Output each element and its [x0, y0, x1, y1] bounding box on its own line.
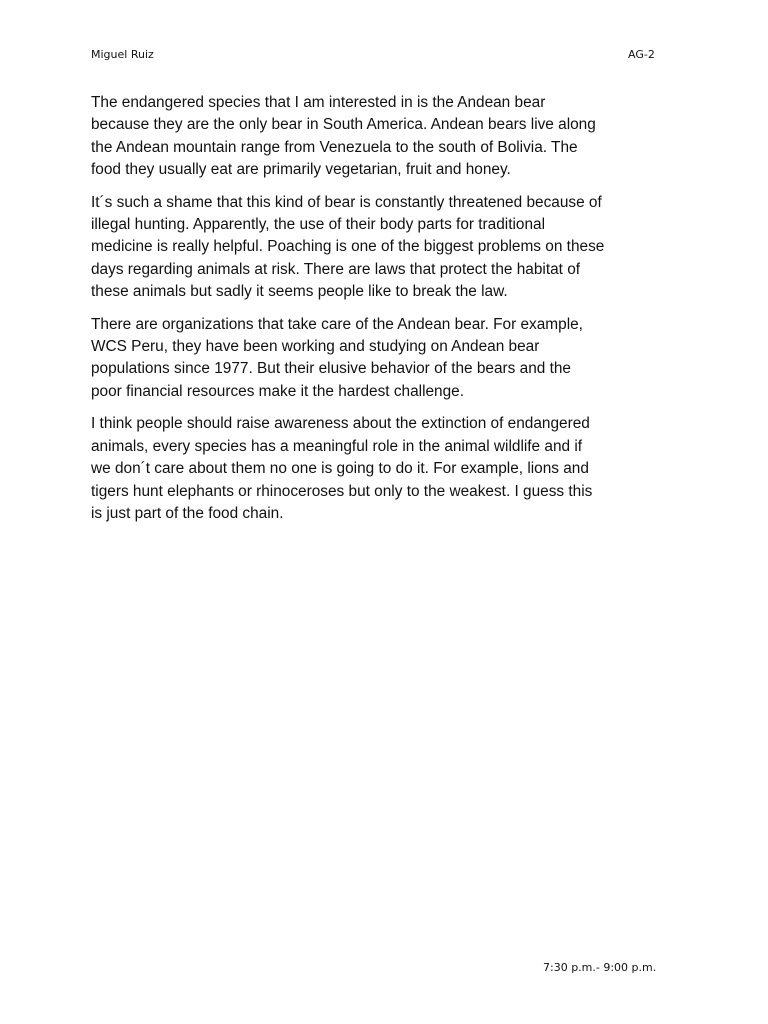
time-range: 7:30 p.m.- 9:00 p.m.	[543, 961, 657, 974]
text-line: days regarding animals at risk. There are laws that protect the habitat of	[91, 260, 581, 278]
text-line: because they are the only bear in South America. Andean bears live along	[91, 116, 596, 134]
text-line: animals, every species has a meaningful role in the animal wildlife and if	[91, 437, 583, 455]
paragraph-1	[91, 92, 691, 182]
text-line: illegal hunting. Apparently, the use of their body parts for traditional	[91, 216, 546, 234]
text-line: WCS Peru, they have been working and studying on Andean bear	[91, 338, 540, 356]
text-line: poor financial resources make it the hardest challenge.	[91, 382, 465, 400]
text-line: the Andean mountain range from Venezuela to the south of Bolivia. The	[91, 138, 578, 156]
text-line: populations since 1977. But their elusive behavior of the bears and the	[91, 360, 571, 378]
text-line: tigers hunt elephants or rhinoceroses but only to the weakest. I guess this	[91, 482, 593, 500]
text-line: these animals but sadly it seems people like to break the law.	[91, 283, 508, 301]
text-line: food they usually eat are primarily vegetarian, fruit and honey.	[91, 161, 511, 179]
document-code: AG-2	[628, 48, 655, 61]
author-name: Miguel Ruiz	[91, 48, 154, 61]
paragraph-4	[91, 413, 691, 525]
paragraph-2	[91, 192, 691, 304]
text-line: The endangered species that I am interested in is the Andean bear	[91, 94, 546, 111]
paragraph-3	[91, 314, 691, 404]
text-line: There are organizations that take care of the Andean bear. For example,	[91, 315, 583, 333]
text-line: I think people should raise awareness about the extinction of endangered	[91, 415, 590, 433]
text-line: we don´t care about them no one is going to do it. For example, lions and	[91, 460, 589, 478]
text-line: It´s such a shame that this kind of bear is constantly threatened because of	[91, 193, 602, 211]
text-line: medicine is really helpful. Poaching is one of the biggest problems on these	[91, 238, 605, 256]
text-line: is just part of the food chain.	[91, 504, 284, 522]
essay-body	[91, 92, 691, 535]
